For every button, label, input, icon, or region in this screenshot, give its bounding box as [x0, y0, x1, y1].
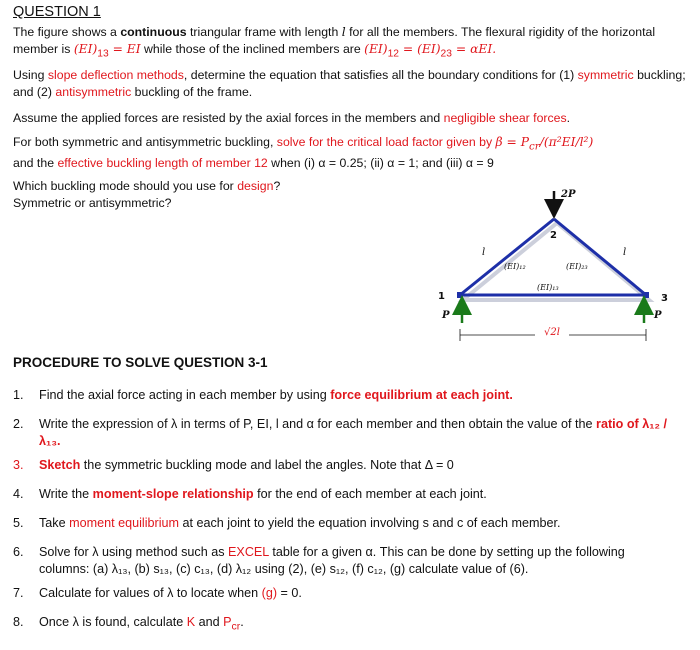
- subscript: 12: [387, 48, 399, 60]
- highlight-text: P: [223, 615, 232, 629]
- highlight-text: moment-slope relationship: [92, 487, 254, 501]
- highlight-text: K: [186, 615, 196, 629]
- rigidity-13-label: (EI)₁₃: [537, 283, 559, 292]
- length-left-label: l: [482, 247, 486, 258]
- text: ?: [273, 179, 281, 193]
- subscript: cr: [529, 140, 540, 153]
- text: when (i) α = 0.25; (ii) α = 1; and (iii) α = 9: [267, 156, 494, 171]
- step-number: 1.: [13, 388, 24, 402]
- text: Write the: [39, 487, 93, 501]
- list-item: [13, 457, 673, 474]
- text: triangular frame with length: [186, 25, 342, 39]
- step-number: 8.: [13, 615, 24, 629]
- list-item: [13, 544, 673, 578]
- highlight-text: EXCEL: [228, 545, 269, 559]
- text: Write the expression of λ in terms of P, EI, l and α for each member and then obtain the value of the: [39, 417, 597, 431]
- list-item: [13, 416, 673, 450]
- joint-3: [643, 292, 649, 298]
- highlight-text: slope deflection methods: [47, 68, 184, 82]
- text: for the end of each member at each joint.: [253, 487, 487, 501]
- step-number: 6.: [13, 545, 24, 559]
- text: Solve for λ using method such as: [39, 545, 229, 559]
- highlight-text: solve for the critical load factor given by: [276, 135, 493, 149]
- text: buckling; and (2): [13, 68, 686, 99]
- procedure-title: PROCEDURE TO SOLVE QUESTION 3-1: [13, 355, 268, 370]
- text: and: [195, 615, 224, 629]
- reaction-left-label: P: [442, 310, 450, 321]
- paragraph-methods: [13, 67, 686, 101]
- reaction-right-label: P: [654, 310, 662, 321]
- text: For both symmetric and antisymmetric buckling,: [13, 135, 277, 149]
- text: Symmetric or antisymmetric?: [13, 196, 172, 210]
- load-2p-label: 2P: [561, 189, 576, 200]
- text: Which buckling mode should you use for: [13, 179, 238, 193]
- span-label: √2l: [544, 327, 560, 338]
- text: .: [566, 111, 571, 125]
- joint-1: [457, 292, 463, 298]
- length-right-label: l: [623, 247, 627, 258]
- list-item: [13, 614, 673, 636]
- highlight-text: effective buckling length of member 12: [57, 156, 268, 171]
- text: Find the axial force acting in each member by using: [39, 388, 331, 402]
- text: buckling of the frame.: [131, 85, 253, 99]
- highlight-text: symmetric: [577, 68, 634, 82]
- rigidity-12-label: (EI)₁₂: [504, 262, 526, 271]
- step-number: 3.: [13, 458, 24, 472]
- text: at each joint to yield the equation involving s and c of each member.: [179, 516, 561, 530]
- highlight-text: moment equilibrium: [69, 516, 179, 530]
- list-item: [13, 585, 673, 602]
- node-2-label: 2: [550, 230, 557, 241]
- math-formula: /(π²EI/l²): [539, 135, 594, 149]
- text: , determine the equation that satisfies all the boundary conditions for (1): [183, 68, 578, 82]
- step-number: 5.: [13, 516, 24, 530]
- node-1-label: 1: [438, 291, 445, 302]
- highlight-text: (g): [261, 586, 278, 600]
- list-item: [13, 515, 673, 532]
- text: Once λ is found, calculate: [39, 615, 187, 629]
- math-ei: = (EI): [398, 42, 441, 56]
- highlight-text: Sketch: [39, 458, 81, 472]
- member-23: [554, 219, 646, 295]
- text: The figure shows a: [13, 25, 121, 39]
- math-l: l: [341, 25, 346, 39]
- highlight-text: design: [237, 179, 274, 193]
- bold-text: continuous: [120, 25, 187, 39]
- text: table for a given α. This can be done by setting up the following columns: (a) λ₁₃, (b) s₁₃, (c) c₁₃, (d) λ₁₂ using (2), (e) s₁₂, (f) c₁₂, (g) calculate value of (6).: [39, 545, 625, 576]
- subscript: cr: [231, 620, 241, 633]
- math-beta: β = P: [495, 135, 530, 149]
- rigidity-23-label: (EI)₂₃: [566, 262, 588, 271]
- paragraph-critical-load: [13, 134, 686, 172]
- text: Assume the applied forces are resisted by the axial forces in the members and: [13, 111, 444, 125]
- node-3-label: 3: [661, 293, 668, 304]
- subscript: 13: [97, 48, 109, 60]
- math-ei: = EI: [108, 42, 141, 56]
- math-ei: (EI): [364, 42, 388, 56]
- list-item: [13, 387, 673, 404]
- text: = 0.: [277, 586, 302, 600]
- step-number: 4.: [13, 487, 24, 501]
- text: the symmetric buckling mode and label the angles. Note that Δ = 0: [80, 458, 454, 472]
- paragraph-assumption: [13, 110, 686, 127]
- text: and the: [13, 156, 58, 171]
- text: Using: [13, 68, 48, 82]
- text: Calculate for values of λ to locate when: [39, 586, 262, 600]
- highlight-text: force equilibrium at each joint.: [330, 388, 513, 402]
- text: .: [240, 615, 244, 629]
- step-number: 7.: [13, 586, 24, 600]
- question-title: QUESTION 1: [13, 4, 101, 20]
- highlight-text: antisymmetric: [55, 85, 132, 99]
- math-ei: = αEI.: [451, 42, 497, 56]
- procedure-steps: [13, 387, 673, 648]
- text: Take: [39, 516, 70, 530]
- highlight-text: ratio of λ₁₂ / λ₁₃.: [39, 417, 668, 448]
- list-item: [13, 486, 673, 503]
- paragraph-figure-description: [13, 24, 686, 62]
- math-ei: (EI): [73, 42, 98, 56]
- subscript: 23: [440, 48, 452, 60]
- text: while those of the inclined members are: [140, 42, 365, 56]
- step-number: 2.: [13, 417, 24, 431]
- highlight-text: negligible shear forces: [443, 111, 567, 125]
- text: for all the members. The flexural rigidity of the horizontal member is: [13, 25, 656, 56]
- triangular-frame-figure: [420, 183, 680, 348]
